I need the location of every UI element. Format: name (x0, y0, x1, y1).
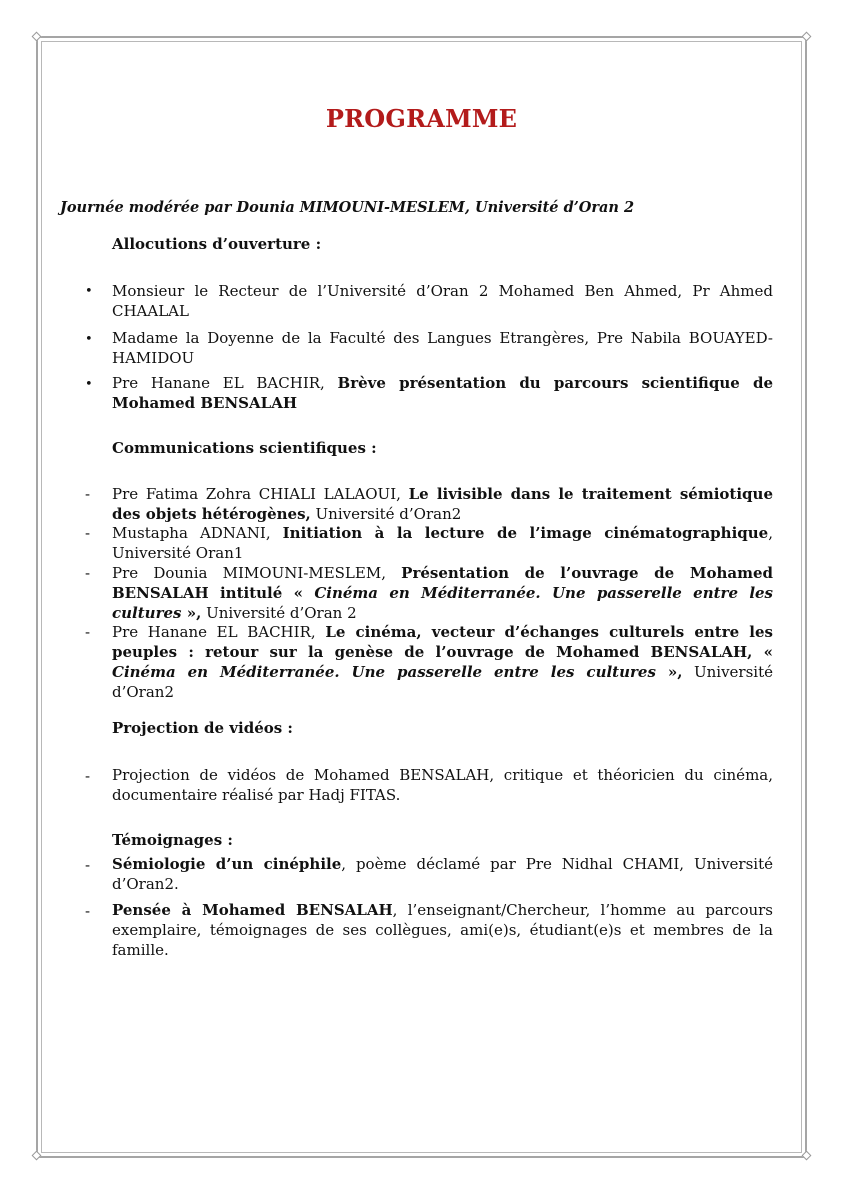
bullet-marker: • (85, 332, 93, 347)
opening-item (112, 281, 773, 321)
book-title: Cinéma en Méditerranée. Une passerelle entre les cultures (112, 584, 773, 622)
section-heading-opening: Allocutions d’ouverture : (112, 235, 322, 253)
opening-item (112, 328, 773, 368)
item-title: Présentation de l’ouvrage de Mohamed BENSALAH intitulé « (112, 564, 773, 602)
dash-marker: - (85, 524, 91, 542)
item-affiliation: Université d’Oran2 (112, 663, 773, 701)
communication-item (112, 622, 773, 702)
item-text: , poème déclamé par Pre Nidhal CHAMI, Université d’Oran2. (112, 855, 773, 893)
item-title-end: », (181, 604, 202, 622)
section-heading-communications: Communications scientifiques : (112, 439, 377, 457)
item-speaker: Mustapha ADNANI, (112, 524, 283, 542)
item-title: Le livisible dans le traitement sémiotique des objets hétérogènes, (112, 485, 773, 523)
dash-marker: - (85, 564, 91, 582)
dash-marker: - (85, 856, 91, 874)
page-title: PROGRAMME (325, 104, 518, 133)
item-speaker: Pre Dounia MIMOUNI-MESLEM, (112, 564, 402, 582)
item-speaker: Pre Hanane EL BACHIR, (112, 374, 338, 392)
item-title-end: », (655, 663, 683, 681)
book-title: Cinéma en Méditerranée. Une passerelle entre les cultures (112, 663, 656, 681)
testimony-item (112, 900, 773, 960)
item-affiliation: Université d’Oran2 (310, 505, 462, 523)
item-title: Initiation à la lecture de l’image cinématographique (282, 524, 769, 542)
item-title: Sémiologie d’un cinéphile (112, 855, 342, 873)
item-title: Pensée à Mohamed BENSALAH (112, 901, 393, 919)
bullet-marker: • (85, 284, 93, 299)
communication-item (112, 563, 773, 623)
video-item (112, 765, 773, 805)
section-heading-videos: Projection de vidéos : (112, 719, 293, 737)
opening-item (112, 373, 773, 413)
item-text: Madame la Doyenne de la Faculté des Langues Etrangères, Pre Nabila BOUAYED-HAMIDOU (112, 329, 773, 367)
item-affiliation: Université d’Oran 2 (201, 604, 357, 622)
item-title: Brève présentation du parcours scientifique de Mohamed BENSALAH (112, 374, 773, 412)
bullet-marker: • (85, 377, 93, 392)
section-heading-testimonies: Témoignages : (112, 831, 233, 849)
item-text: Projection de vidéos de Mohamed BENSALAH, critique et théoricien du cinéma, documentaire réalisé par Hadj FITAS. (112, 766, 773, 804)
dash-marker: - (85, 623, 91, 641)
item-title: Le cinéma, vecteur d’échanges culturels entre les peuples : retour sur la genèse de l’ouvrage de Mohamed BENSALAH, « (112, 623, 773, 661)
dash-marker: - (85, 485, 91, 503)
item-text: Monsieur le Recteur de l’Université d’Oran 2 Mohamed Ben Ahmed, Pr Ahmed CHAALAL (112, 282, 773, 320)
testimony-item (112, 854, 773, 894)
item-affiliation: , Université Oran1 (112, 524, 773, 562)
item-text: , l’enseignant/Chercheur, l’homme au parcours exemplaire, témoignages de ses collègues, ami(e)s, étudiant(e)s et membres de la famille. (112, 901, 774, 959)
communication-item (112, 523, 773, 563)
item-speaker: Pre Fatima Zohra CHIALI LALAOUI, (112, 485, 409, 503)
item-speaker: Pre Hanane EL BACHIR, (112, 623, 326, 641)
dash-marker: - (85, 767, 91, 785)
corner-ornament (802, 1151, 812, 1161)
moderator-line: Journée modérée par Dounia MIMOUNI-MESLEM, Université d’Oran 2 (60, 199, 635, 216)
dash-marker: - (85, 902, 91, 920)
communication-item (112, 484, 773, 524)
